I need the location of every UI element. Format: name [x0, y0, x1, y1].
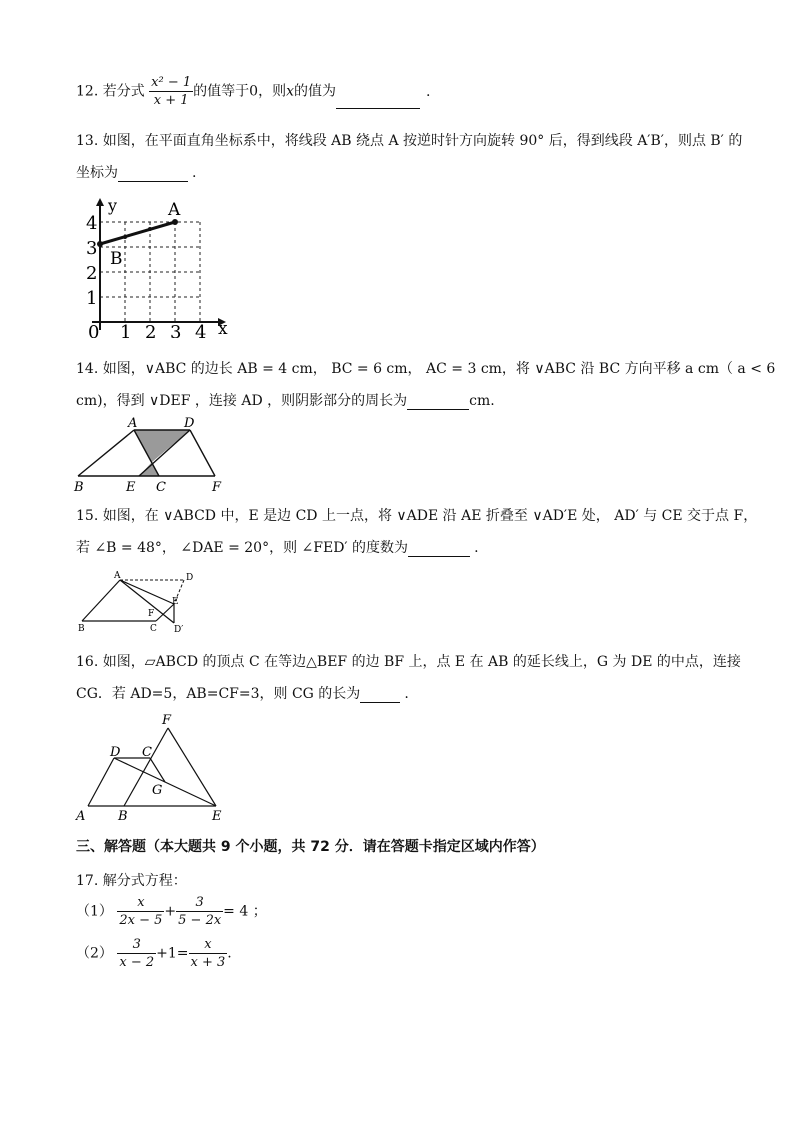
- q13-mid-dot-1: [123, 235, 127, 239]
- q15-label-d-prime: D′: [174, 625, 184, 634]
- q17-part1: [76, 894, 267, 929]
- q17-p1-f1-denominator: 2x − 5: [119, 913, 163, 928]
- q13-y-tick-4: 4: [86, 213, 98, 234]
- q17-p2-fraction1: [117, 936, 156, 971]
- q17-p1-rhs: = 4 ；: [223, 903, 267, 920]
- q16-line1: [76, 651, 741, 671]
- q17-p2-f1-denominator: x − 2: [119, 955, 155, 970]
- q14-label-d: D: [184, 416, 195, 431]
- q17-p2-f2-denominator: x + 3: [190, 955, 226, 970]
- q13-number: 13.: [76, 133, 99, 149]
- q17-title: 解分式方程：: [102, 873, 187, 889]
- q13-text2: 坐标为: [76, 165, 118, 181]
- q13-text1: 如图，在平面直角坐标系中，将线段 AB 绕点 A 按逆时针方向旋转 90° 后，得到线段 A′B′，则点 B′ 的: [102, 133, 743, 149]
- q14-label-f: F: [212, 480, 222, 495]
- q13-x-tick-4: 4: [195, 322, 207, 338]
- q12-answer-blank[interactable]: [336, 94, 420, 109]
- q12-var: x: [286, 83, 294, 100]
- q16-text1: 如图，▱ABCD 的顶点 C 在等边△BEF 的边 BF 上，点 E 在 AB 的延长线上，G 为 DE 的中点，连接: [102, 654, 741, 670]
- q13-label-a: A: [168, 200, 181, 220]
- q12-mid: 的值等于: [193, 83, 250, 100]
- q16-number: 16.: [76, 654, 99, 670]
- q16-label-g: G: [152, 783, 163, 798]
- q17-p1-f2-denominator: 5 − 2x: [178, 913, 222, 928]
- q17-p2-f1-numerator: 3: [117, 936, 156, 954]
- q13-y-tick-2: 2: [86, 263, 98, 284]
- q13-answer-blank[interactable]: [118, 167, 188, 182]
- q17-p1-fraction2: [176, 894, 223, 929]
- section3-heading: 三、解答题（本大题共 9 个小题，共 72 分．请在答题卡指定区域内作答）: [76, 839, 545, 855]
- q12-suffix: 的值为: [293, 83, 336, 100]
- q12-number: 12.: [76, 83, 99, 100]
- q17-part2: [76, 936, 232, 971]
- q14-label-e: E: [126, 480, 136, 495]
- q13-grid: [100, 222, 200, 322]
- q17-p1-plus: +: [164, 903, 177, 920]
- q13-line1: [76, 130, 742, 150]
- q16-label-b: B: [118, 809, 128, 822]
- q14-answer-blank[interactable]: [407, 395, 469, 410]
- q12-value: 0: [249, 83, 259, 100]
- q16-figure: [74, 712, 234, 822]
- q16-end: .: [404, 686, 409, 702]
- q13-y-tick-1: 1: [86, 288, 98, 309]
- q12-mid2: ，则: [258, 83, 287, 100]
- q15-figure: [74, 568, 204, 634]
- q14-line1: [76, 358, 775, 378]
- q16-answer-blank[interactable]: [360, 688, 400, 703]
- q13-end: .: [192, 165, 197, 181]
- q16-line2: [76, 683, 409, 703]
- q17-p2-fraction2: [189, 936, 228, 971]
- q15-answer-blank[interactable]: [408, 542, 470, 557]
- q15-label-f: F: [148, 609, 155, 619]
- q17-p1-f1-numerator: x: [117, 894, 164, 912]
- q17-part1-label: （1）: [76, 903, 113, 920]
- q13-y-axis-label: y: [108, 198, 118, 215]
- q13-figure: [82, 198, 252, 338]
- q13-x-tick-1: 1: [120, 322, 132, 338]
- q17-p1-f2-numerator: 3: [176, 894, 223, 912]
- q13-label-b: B: [110, 249, 123, 269]
- q16-label-c: C: [142, 745, 152, 760]
- q12-line: [76, 74, 430, 109]
- q13-line2: [76, 162, 196, 182]
- q14-label-c: C: [156, 480, 166, 495]
- q14-label-b: B: [74, 480, 84, 495]
- q14-text2: cm)，得到 ∨DEF ，连接 AD ，则阴影部分的周长为: [76, 393, 408, 409]
- q17-p2-end: .: [227, 945, 232, 962]
- q15-label-c: C: [150, 624, 157, 634]
- q16-label-f: F: [162, 713, 172, 728]
- q13-y-tick-3: 3: [86, 238, 98, 259]
- q15-solid-lines: [82, 580, 174, 623]
- q13-x-tick-2: 2: [145, 322, 157, 338]
- q15-label-e: E: [172, 597, 179, 607]
- q14-line2: [76, 390, 495, 410]
- q13-x-axis-label: x: [218, 319, 228, 338]
- q15-end: .: [474, 540, 479, 556]
- q15-label-a: A: [114, 571, 121, 581]
- q13-mid-dot-2: [148, 227, 152, 231]
- q16-label-e: E: [212, 809, 222, 822]
- q17-part2-label: （2）: [76, 945, 113, 962]
- q15-number: 15.: [76, 508, 99, 524]
- q14-label-a: A: [128, 416, 138, 431]
- q12-frac-numerator: x² − 1: [151, 75, 192, 90]
- q15-text2: 若 ∠B = 48°， ∠DAE = 20°，则 ∠FED′ 的度数为: [76, 540, 409, 556]
- q14-figure: [72, 414, 232, 496]
- q16-label-a: A: [76, 809, 86, 822]
- q12-frac-denominator: x + 1: [153, 93, 189, 108]
- q15-label-d: D: [186, 573, 194, 583]
- q13-x-tick-3: 3: [170, 322, 182, 338]
- q14-text1: 如图，∨ABC 的边长 AB = 4 cm， BC = 6 cm， AC = 3 cm，将 ∨ABC 沿 BC 方向平移 a cm（ a < 6: [102, 361, 776, 377]
- q17-p2-f2-numerator: x: [189, 936, 228, 954]
- q14-number: 14.: [76, 361, 99, 377]
- q16-label-d: D: [110, 745, 121, 760]
- q12-end: .: [425, 83, 431, 100]
- q14-unit: cm.: [469, 393, 495, 409]
- q12-prefix: 若分式: [102, 83, 145, 100]
- q13-y-arrow: [96, 198, 104, 206]
- q12-fraction: [149, 74, 193, 109]
- q17-p1-fraction1: [117, 894, 164, 929]
- q15-text1: 如图，在 ∨ABCD 中，E 是边 CD 上一点，将 ∨ADE 沿 AE 折叠至 ∨AD′E 处， AD′ 与 CE 交于点 F，: [102, 508, 758, 524]
- q13-origin-label: 0: [88, 322, 100, 338]
- q15-line1: [76, 505, 757, 525]
- q15-line2: [76, 537, 479, 557]
- q13-segment-ab: [100, 222, 175, 244]
- q15-label-b: B: [78, 624, 85, 634]
- q13-point-b-dot: [97, 241, 103, 247]
- q17-number: 17.: [76, 873, 99, 889]
- q17-p2-plus: +1=: [156, 945, 189, 962]
- q16-text2: CG．若 AD=5，AB=CF=3，则 CG 的长为: [76, 686, 361, 702]
- q17-title-line: [76, 870, 187, 890]
